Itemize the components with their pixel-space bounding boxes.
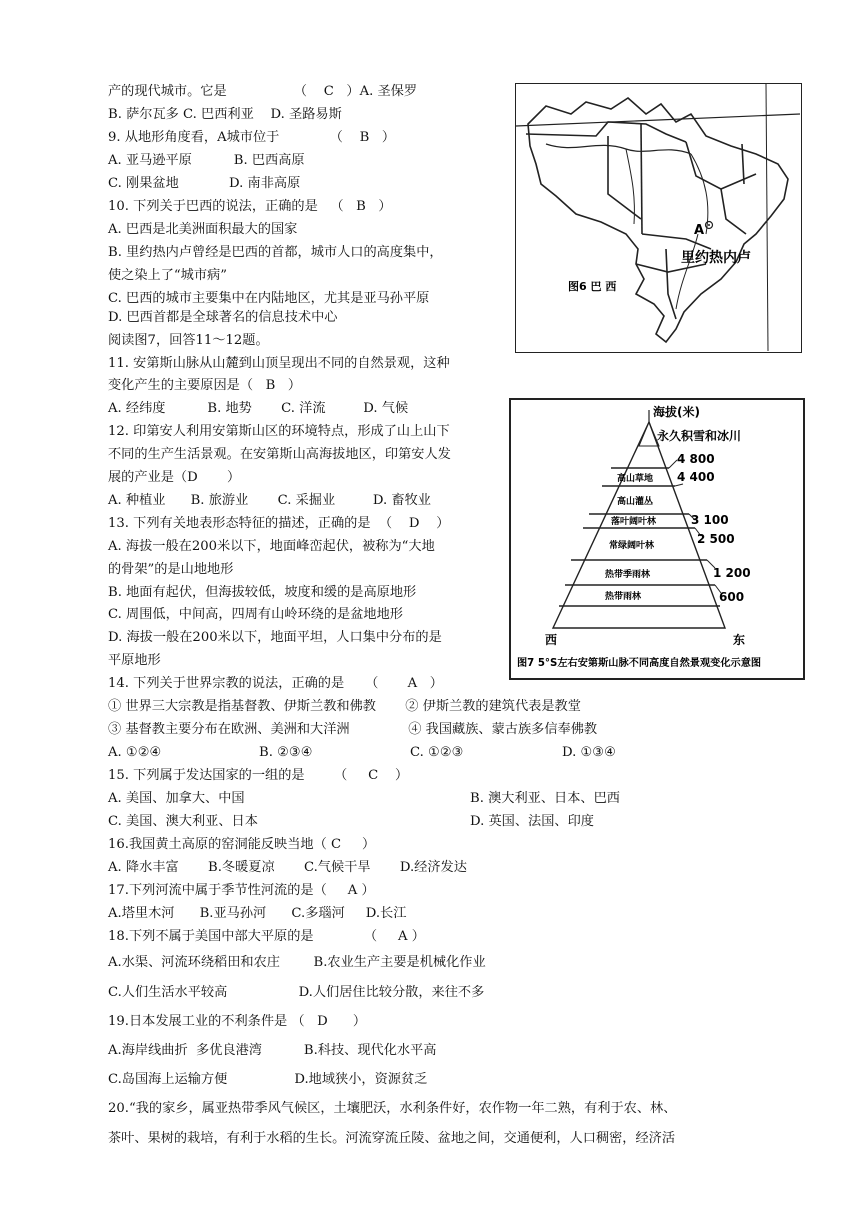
text-line: A. 巴西是北美洲面积最大的国家 [108,222,298,237]
tick-4400: 4 400 [677,470,715,484]
text-line: 9. 从地形角度看，A城市位于 （ B ） [108,130,396,145]
answer-option: B. ②③④ [259,745,313,760]
text-line: 13. 下列有关地表形态特征的描述，正确的是 （ D ） [108,516,450,531]
text-line: 的骨架”的是山地地形 [108,562,234,577]
east-label: 东 [733,633,746,647]
brazil-map-figure [515,83,802,353]
text-line: ① 世界三大宗教是指基督教、伊斯兰教和佛教 ② 伊斯兰教的建筑代表是教堂 [108,699,581,714]
andes-diagram [511,400,803,678]
answer-option: D. 英国、法国、印度 [470,814,594,829]
zone-alpine-meadow: 高山草地 [617,474,654,484]
text-line: ③ 基督教主要分布在欧洲、美洲和大洋洲 ④ 我国藏族、蒙古族多信奉佛教 [108,722,598,737]
answer-option: C. ①②③ [410,745,464,760]
text-line: 15. 下列属于发达国家的一组的是 （ C ） [108,768,409,783]
text-line: 11. 安第斯山脉从山麓到山顶呈现出不同的自然景观，这种 [108,356,450,371]
zone-monsoon-forest: 热带季雨林 [605,570,651,580]
zone-rainforest: 热带雨林 [605,592,642,602]
brazil-map [516,84,800,351]
text-line: 阅读图7，回答11～12题。 [108,333,269,348]
west-label: 西 [545,633,558,647]
point-a-label: A [694,223,705,238]
tick-1200: 1 200 [713,566,751,580]
text-line: A.海岸线曲折 多优良港湾 B.科技、现代化水平高 [108,1043,437,1058]
answer-option: A. ①②④ [108,745,162,760]
zone-deciduous: 落叶阔叶林 [611,517,657,527]
text-line: A. 海拔一般在200米以下，地面峰峦起伏，被称为“大地 [108,539,435,554]
text-line: 18.下列不属于美国中部大平原的是 （ A ） [108,929,425,944]
text-line: 使之染上了“城市病” [108,268,227,283]
text-line: 16.我国黄土高原的窑洞能反映当地（ C ） [108,837,376,852]
text-line: A. 降水丰富 B.冬暖夏凉 C.气候干旱 D.经济发达 [108,860,467,875]
text-line: 不同的生产生活景观。在安第斯山高海拔地区，印第安人发 [108,447,451,462]
tick-2500: 2 500 [697,532,735,546]
text-line: 19.日本发展工业的不利条件是 （ D ） [108,1014,367,1029]
top-zone-label: 永久积雪和冰川 [657,429,742,443]
text-line: 平原地形 [108,653,161,668]
answer-option: B. 澳大利亚、日本、巴西 [470,791,620,806]
text-line: C.岛国海上运输方便 D.地域狭小，资源贫乏 [108,1072,428,1087]
andes-zonation-figure [509,398,805,680]
zone-alpine-shrub: 高山灌丛 [617,497,654,507]
tick-4800: 4 800 [677,452,715,466]
fig7-caption: 图7 5°S左右安第斯山脉不同高度自然景观变化示意图 [517,658,762,669]
text-line: 产的现代城市。它是 （ C ）A. 圣保罗 [108,84,418,99]
text-line: C. 巴西的城市主要集中在内陆地区，尤其是亚马孙平原 [108,291,430,306]
text-line: 茶叶、果树的栽培，有利于水稻的生长。河流穿流丘陵、盆地之间，交通便利，人口稠密，经济活 [108,1131,676,1146]
answer-option: D. ①③④ [562,745,616,760]
tick-3100: 3 100 [691,513,729,527]
text-line: C. 周围低，中间高，四周有山岭环绕的是盆地地形 [108,607,403,622]
text-line: 20.“我的家乡，属亚热带季风气候区，土壤肥沃，水利条件好，农作物一年二熟，有利于农、林、 [108,1101,677,1116]
text-line: A.塔里木河 B.亚马孙河 C.多瑙河 D.长江 [108,906,407,921]
text-line: A. 经纬度 B. 地势 C. 洋流 D. 气候 [108,401,409,416]
zone-evergreen: 常绿阔叶林 [609,541,655,551]
text-line: 14. 下列关于世界宗教的说法，正确的是 （ A ） [108,676,443,691]
text-line: A. 种植业 B. 旅游业 C. 采掘业 D. 畜牧业 [108,493,431,508]
text-line: 10. 下列关于巴西的说法，正确的是 （ B ） [108,199,392,214]
text-line: D. 海拔一般在200米以下，地面平坦，人口集中分布的是 [108,630,442,645]
text-line: A.水渠、河流环绕稻田和农庄 B.农业生产主要是机械化作业 [108,955,486,970]
text-line: D. 巴西首都是全球著名的信息技术中心 [108,310,338,325]
text-line: B. 萨尔瓦多 C. 巴西利亚 D. 圣路易斯 [108,107,342,122]
text-line: 17.下列河流中属于季节性河流的是（ A ） [108,883,375,898]
text-line: 展的产业是（D ） [108,470,241,485]
text-line: A. 亚马逊平原 B. 巴西高原 [108,153,305,168]
text-line: 12. 印第安人利用安第斯山区的环境特点，形成了山上山下 [108,424,450,439]
fig6-caption: 图6 巴 西 [568,280,617,293]
answer-option: A. 美国、加拿大、中国 [108,791,245,806]
text-line: C. 刚果盆地 D. 南非高原 [108,176,301,191]
rio-label: 里约热内卢 [681,250,751,266]
text-line: B. 里约热内卢曾经是巴西的首都，城市人口的高度集中， [108,245,443,260]
answer-option: C. 美国、澳大利亚、日本 [108,814,258,829]
text-line: B. 地面有起伏，但海拔较低，坡度和缓的是高原地形 [108,585,417,600]
tick-600: 600 [719,590,745,604]
axis-label: 海拔(米) [653,405,700,419]
text-line: 变化产生的主要原因是（ B ） [108,378,302,393]
text-line: C.人们生活水平较高 D.人们居住比较分散，来往不多 [108,985,485,1000]
